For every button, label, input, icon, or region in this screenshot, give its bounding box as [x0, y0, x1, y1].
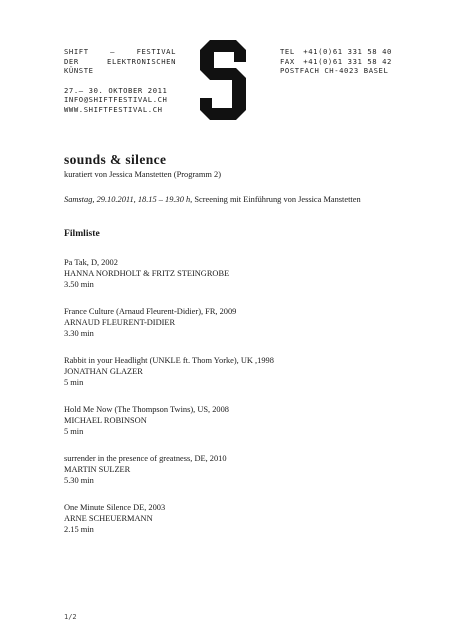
film-artist: JONATHAN GLAZER — [64, 367, 143, 376]
header-word-shift: SHIFT — [64, 47, 89, 56]
tel-label: TEL — [280, 47, 295, 56]
film-title: France Culture (Arnaud Fleurent-Didier), FR, 2009 — [64, 307, 237, 316]
header-word-elektronischen: ELEKTRONISCHEN — [107, 56, 176, 66]
header-contact-info — [280, 47, 392, 76]
film-artist: HANNA NORDHOLT & FRITZ STEINGROBE — [64, 269, 230, 278]
film-item — [64, 257, 384, 290]
film-item — [64, 404, 384, 437]
film-duration: 5.30 min — [64, 476, 94, 485]
film-artist: ARNE SCHEUERMANN — [64, 514, 153, 523]
film-artist: MARTIN SULZER — [64, 465, 131, 474]
header-festival-info — [64, 47, 176, 115]
film-duration: 2.15 min — [64, 525, 94, 534]
contact-fax-row — [280, 57, 392, 67]
film-duration: 5 min — [64, 427, 84, 436]
film-item — [64, 453, 384, 486]
film-item — [64, 306, 384, 339]
film-artist: ARNAUD FLEURENT-DIDIER — [64, 318, 176, 327]
postal-address: POSTFACH CH-4023 BASEL — [280, 66, 389, 76]
film-title: Hold Me Now (The Thompson Twins), US, 2008 — [64, 405, 229, 414]
header-dash: – — [110, 47, 116, 56]
film-list — [64, 257, 384, 535]
document-body — [64, 153, 384, 551]
film-title: One Minute Silence DE, 2003 — [64, 503, 166, 512]
film-artist: MICHAEL ROBINSON — [64, 416, 147, 425]
shift-logo-icon — [200, 40, 246, 120]
fax-label: FAX — [280, 56, 295, 66]
tel-number: +41(0)61 331 58 40 — [303, 47, 392, 56]
film-title: Pa Tak, D, 2002 — [64, 258, 118, 267]
document-title: sounds & silence — [64, 152, 167, 167]
event-datetime: Samstag, 29.10.2011, 18.15 – 19.30 h, — [64, 195, 193, 204]
film-duration: 3.50 min — [64, 280, 94, 289]
film-item — [64, 502, 384, 535]
document-subtitle: kuratiert von Jessica Manstetten (Programm 2) — [64, 170, 221, 179]
festival-website: WWW.SHIFTFESTIVAL.CH — [64, 104, 163, 114]
film-duration: 3.30 min — [64, 329, 94, 338]
filmliste-heading: Filmliste — [64, 228, 100, 239]
header-word-festival: FESTIVAL — [136, 47, 176, 56]
contact-tel-row — [280, 47, 392, 57]
festival-email: INFO@SHIFTFESTIVAL.CH — [64, 95, 168, 105]
header-line-3: KÜNSTE — [64, 66, 94, 76]
film-title: surrender in the presence of greatness, DE, 2010 — [64, 454, 227, 463]
header-line-2 — [64, 57, 176, 67]
event-info — [64, 194, 384, 205]
film-duration: 5 min — [64, 378, 84, 387]
film-item — [64, 355, 384, 388]
film-title: Rabbit in your Headlight (UNKLE ft. Thom Yorke), UK ,1998 — [64, 356, 274, 365]
header-word-der: DER — [64, 56, 79, 66]
festival-date: 27.– 30. OKTOBER 2011 — [64, 85, 168, 95]
page-number: 1/2 — [64, 613, 77, 621]
event-description: Screening mit Einführung von Jessica Manstetten — [192, 195, 361, 204]
header-line-1 — [64, 47, 176, 57]
fax-number: +41(0)61 331 58 42 — [303, 56, 392, 66]
